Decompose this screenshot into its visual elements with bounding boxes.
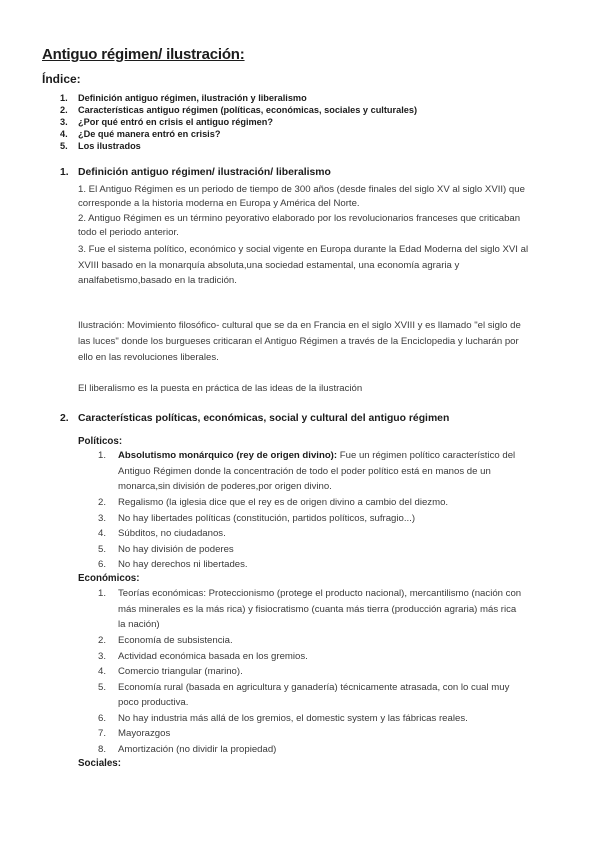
list-item: 3. No hay libertades políticas (constitución, partidos políticos, sufragio...) — [98, 513, 416, 524]
paragraph-line: las luces" donde los burgueses criticaran el Antiguo Régimen a través de la Enciclopedia y lucharán por — [78, 336, 519, 347]
paragraph-line: 3. Fue el sistema político, económico y social vigente en Europa durante la Edad Moderna del siglo XVI al — [78, 244, 529, 255]
section-heading: 1. Definición antiguo régimen/ ilustración/ liberalismo — [60, 167, 331, 178]
paragraph-line: analfabetismo,basado en la tradición. — [78, 275, 237, 286]
index-heading: Índice: — [42, 72, 81, 86]
subsection-label: Sociales: — [78, 758, 122, 769]
index-item: 4. ¿De qué manera entró en crisis? — [60, 129, 221, 139]
list-item: 4. Comercio triangular (marino). — [98, 666, 243, 677]
list-item-line: Antiguo Régimen donde la concentración de todo el poder político está en manos de un — [118, 466, 491, 477]
list-item: 4. Súbditos, no ciudadanos. — [98, 528, 226, 539]
list-item-line: poco productiva. — [118, 697, 189, 708]
list-item: 3. Actividad económica basada en los gremios. — [98, 651, 308, 662]
list-item-line: más minerales es la más rica) y fisiocratismo (cuanta más tierra (producción agraria) más rica — [118, 604, 517, 615]
paragraph-line: 2. Antiguo Régimen es un término peyorativo elaborado por los revolucionarios franceses que criticaban — [78, 213, 521, 224]
list-item: 5. No hay división de poderes — [98, 544, 234, 555]
list-item: 2. Regalismo (la iglesia dice que el rey es de origen divino a cambio del diezmo. — [98, 497, 449, 508]
index-item: 3. ¿Por qué entró en crisis el antiguo régimen? — [60, 117, 274, 127]
paragraph-line: todo el periodo anterior. — [78, 227, 179, 238]
paragraph-line: ello en las revoluciones liberales. — [78, 352, 219, 363]
index-item: 2. Características antiguo régimen (políticas, económicas, sociales y culturales) — [60, 105, 418, 115]
list-item: 2. Economía de subsistencia. — [98, 635, 233, 646]
paragraph-line: 1. El Antiguo Régimen es un periodo de tiempo de 300 años (desde finales del siglo XV al siglo XVII) que — [78, 184, 525, 195]
document-title: Antiguo régimen/ ilustración: — [42, 46, 245, 63]
list-item-line: monarca,sin división de poderes,por origen divino. — [118, 481, 332, 492]
paragraph-line: XVIII basado en la monarquía absoluta,una sociedad estamental, una economía agraria y — [78, 260, 460, 271]
index-item: 1. Definición antiguo régimen, ilustración y liberalismo — [60, 93, 307, 103]
paragraph-line: Ilustración: Movimiento filosófico- cultural que se da en Francia en el siglo XVIII y es llamado "el siglo de — [78, 320, 521, 331]
list-item: 6. No hay derechos ni libertades. — [98, 559, 248, 570]
list-item: 7. Mayorazgos — [98, 728, 171, 739]
list-item: 1. Absolutismo monárquico (rey de origen divino): Fue un régimen político característico del — [98, 450, 516, 461]
section-heading: 2. Características políticas, económicas, social y cultural del antiguo régimen — [60, 413, 450, 424]
list-item-line: la nación) — [118, 619, 160, 630]
subsection-label: Económicos: — [78, 573, 140, 584]
subsection-label: Políticos: — [78, 436, 123, 447]
list-item: 6. No hay industria más allá de los gremios, el domestic system y las fábricas reales. — [98, 713, 468, 724]
index-item: 5. Los ilustrados — [60, 141, 141, 151]
list-item: 1. Teorías económicas: Proteccionismo (protege el producto nacional), mercantilismo (nación con — [98, 588, 522, 599]
paragraph-line: El liberalismo es la puesta en práctica de las ideas de la ilustración — [78, 383, 363, 394]
list-item: 8. Amortización (no dividir la propiedad) — [98, 744, 277, 755]
list-item: 5. Economía rural (basada en agricultura y ganadería) técnicamente atrasada, con lo cual muy — [98, 682, 510, 693]
paragraph-line: corresponde a la historia moderna en Europa y América del Norte. — [78, 198, 360, 209]
